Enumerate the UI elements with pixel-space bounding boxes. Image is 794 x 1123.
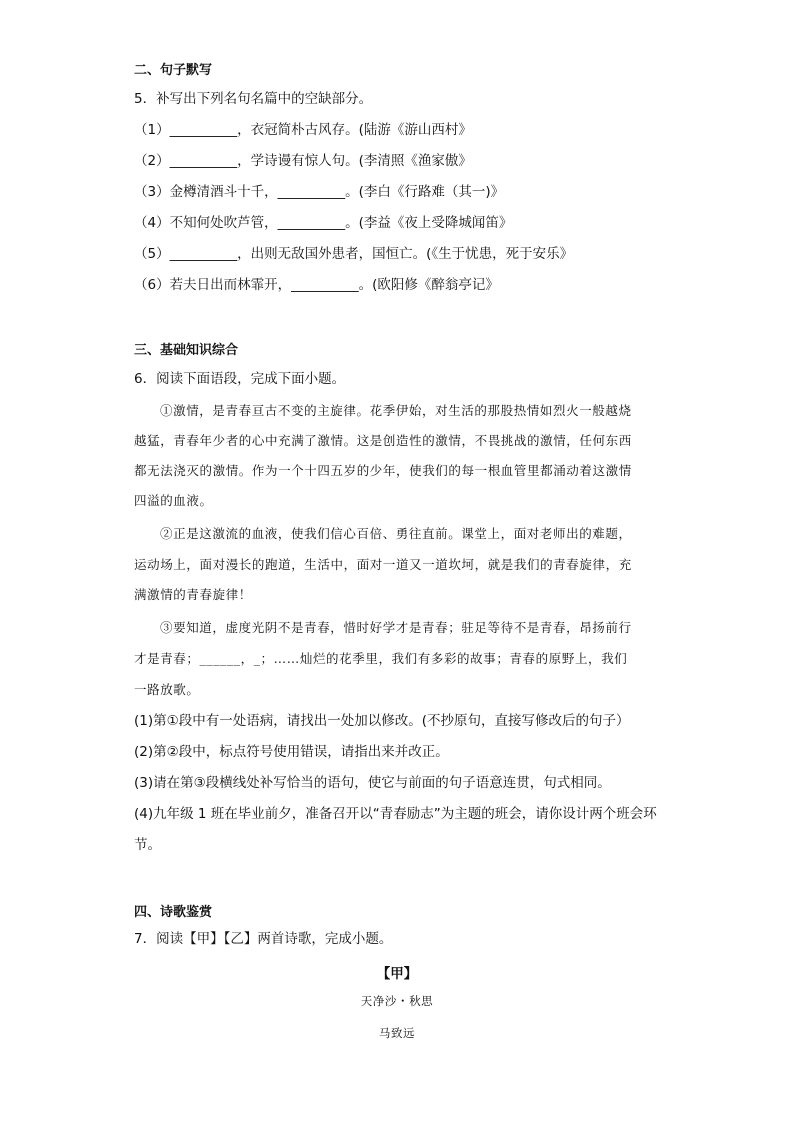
passage-line: ①激情，是青春亘古不变的主旋律。花季伊始，对生活的那股热情如烈火一般越烧 — [160, 403, 632, 418]
section-3-heading: 三、基础知识综合 — [134, 343, 239, 358]
question-5: 5．补写出下列名句名篇中的空缺部分。 — [134, 91, 373, 107]
passage-line: 都无法浇灭的激情。作为一个十四五岁的少年，使我们的每一根血管里都涌动着这激情 — [134, 463, 632, 478]
sub-question-4: (4)九年级 1 班在毕业前夕，准备召开以“青春励志”为主题的班会，请你设计两个班会环 — [134, 806, 657, 822]
sub-question-1: (1)第①段中有一处语病，请找出一处加以修改。(不抄原句，直接写修改后的句子） — [134, 713, 630, 729]
poem-label: 【甲】 — [376, 966, 418, 982]
passage-line: 满激情的青春旋律！ — [134, 587, 252, 602]
sub-question-3: (3)请在第③段横线处补写恰当的语句，使它与前面的句子语意连贯，句式相同。 — [134, 775, 611, 791]
fill-item-1: （1）__________，衣冠简朴古风存。(陆游《游山西村》 — [134, 122, 472, 138]
fill-item-2: （2）__________，学诗谩有惊人句。(李清照《渔家傲》 — [134, 153, 472, 169]
passage-line: ②正是这激流的血液，使我们信心百倍、勇往直前。课堂上，面对老师出的难题， — [160, 526, 632, 541]
question-6: 6．阅读下面语段，完成下面小题。 — [134, 371, 346, 387]
sub-question-2: (2)第②段中，标点符号使用错误，请指出来并改正。 — [134, 744, 449, 760]
fill-item-3: （3）金樽清酒斗十千，__________。(李白《行路难（其一)》 — [134, 184, 505, 200]
passage-line: 四溢的血液。 — [134, 493, 213, 508]
poem-author: 马致远 — [378, 1026, 416, 1040]
passage-line: 越猛，青春年少者的心中充满了激情。这是创造性的激情，不畏挑战的激情，任何东西 — [134, 433, 632, 448]
passage-line: ③要知道，虚度光阴不是青春，惜时好学才是青春；驻足等待不是青春，昂扬前行 — [160, 620, 632, 635]
passage-line: 才是青春；______，_；……灿烂的花季里，我们有多彩的故事；青春的原野上，我们 — [134, 651, 628, 666]
sub-question-4-cont: 节。 — [134, 837, 161, 853]
passage-line: 运动场上，面对漫长的跑道，生活中，面对一道又一道坎坷，就是我们的青春旋律，充 — [134, 557, 632, 572]
section-4-heading: 四、诗歌鉴赏 — [134, 905, 213, 920]
passage-line: 一路放歌。 — [134, 682, 200, 697]
section-2-heading: 二、句子默写 — [134, 63, 213, 78]
fill-item-6: （6）若夫日出而林霏开，__________。(欧阳修《醉翁亭记》 — [134, 277, 499, 293]
question-7: 7．阅读【甲】【乙】两首诗歌，完成小题。 — [134, 931, 393, 947]
fill-item-5: （5）__________，出则无敌国外患者，国恒亡。(《生于忧患，死于安乐》 — [134, 246, 574, 262]
poem-title: 天净沙・秋思 — [360, 994, 434, 1008]
fill-item-4: （4）不知何处吹芦管，__________。(李益《夜上受降城闻笛》 — [134, 215, 513, 231]
